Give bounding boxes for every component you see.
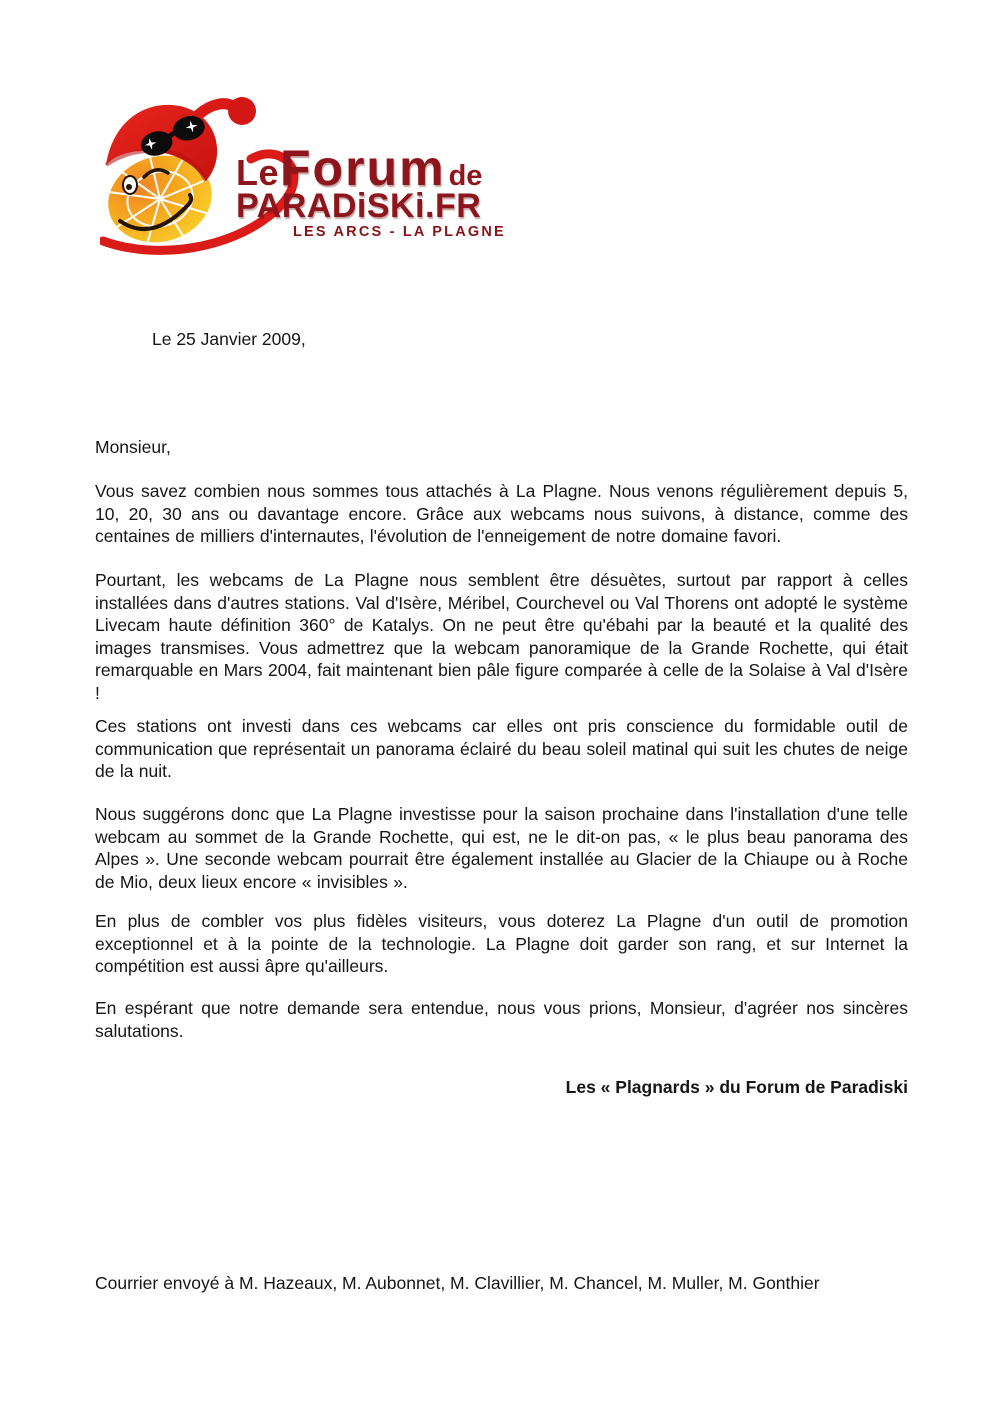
logo-subtitle: LES ARCS - LA PLAGNE (293, 224, 506, 240)
pompom (228, 97, 256, 125)
logo-word-le: Le (236, 152, 280, 193)
paragraph-5: En plus de combler vos plus fidèles visiteurs, vous doterez La Plagne d'un outil de promotion exceptionnel et à la pointe de la technologie. La Plagne doit garder son rang, et sur Internet la compétition est aussi âpre qu'ailleurs. (95, 911, 908, 976)
logo-word-de: de (448, 160, 483, 192)
logo-domain: PARADiSKi.FR (236, 187, 482, 225)
logo-word-forum: Forum (280, 140, 446, 196)
paragraph-6: En espérant que notre demande sera entendue, nous vous prions, Monsieur, d'agréer nos sincères salutations. (95, 998, 908, 1041)
forum-paradiski-logo (100, 93, 515, 263)
paragraph-4: Nous suggérons donc que La Plagne investisse pour la saison prochaine dans l'installation d'une telle webcam au sommet de la Grande Rochette, qui est, ne le dit-on pas, « le plus beau panorama des Alpes ». Une seconde webcam pourrait être également installée au Glacier de la Chiaupe ou à Roche de Mio, deux lieux encore « invisibles ». (95, 804, 908, 892)
paragraph-1: Vous savez combien nous sommes tous attachés à La Plagne. Nous venons régulièrement depuis 5, 10, 20, 30 ans ou davantage encore. Grâce aux webcams nous suivons, à distance, comme des centaines de milliers d'internautes, l'évolution de l'enneigement de notre domaine favori. (95, 481, 908, 546)
letter-footer-recipients: Courrier envoyé à M. Hazeaux, M. Aubonnet, M. Clavillier, M. Chancel, M. Muller, M. Gonthier (95, 1273, 820, 1293)
letter-date: Le 25 Janvier 2009, (152, 329, 306, 349)
paragraph-2: Pourtant, les webcams de La Plagne nous semblent être désuètes, surtout par rapport à celles installées dans d'autres stations. Val d'Isère, Méribel, Courchevel ou Val Thorens ont adopté le système Livecam haute définition 360° de Katalys. On ne peut être qu'ébahi par la beauté et la qualité des images transmises. Vous admettrez que la webcam panoramique de la Grande Rochette, qui était remarquable en Mars 2004, fait maintenant bien pâle figure comparée à celle de la Solaise à Val d'Isère ! (95, 570, 908, 703)
letter-salutation: Monsieur, (95, 437, 171, 457)
paragraph-3: Ces stations ont investi dans ces webcams car elles ont pris conscience du formidable outil de communication que représentait un panorama éclairé du beau soleil matinal qui suit les chutes de neige de la nuit. (95, 716, 908, 781)
letter-signature: Les « Plagnards » du Forum de Paradiski (565, 1077, 908, 1097)
